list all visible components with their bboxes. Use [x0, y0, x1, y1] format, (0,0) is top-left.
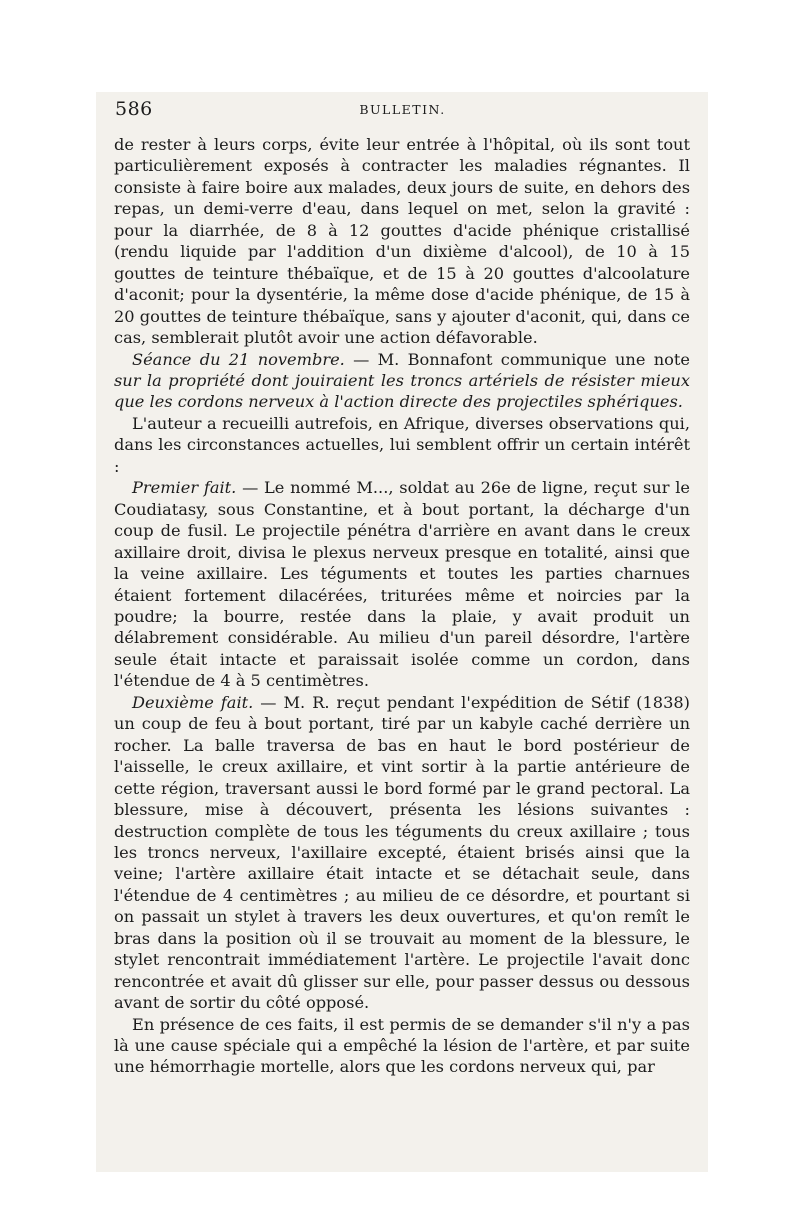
page-number: 586 — [115, 98, 153, 120]
second-case-text: — M. R. reçut pendant l'expédition de Sétif (1838) un coup de feu à bout portant, tiré par un kabyle caché derrière un rocher. La balle traversa de bas en haut le bord postérieur de l'aisselle, le creux axillaire, et vint sortir à la partie antérieure de cette région, traversant aussi le bord formé par le grand pectoral. La blessure, mise à découvert, présenta les lésions suivantes : destruction complète de tous les téguments du creux axillaire ; tous les troncs nerveux, l'axillaire excepté, étaient brisés ainsi que la veine; l'artère axillaire était intacte et se détachait seule, dans l'étendue de 4 centimètres ; au milieu de ce désordre, et pourtant si on passait un stylet à travers les deux ouvertures, et qu'on remît le bras dans la position où il se trouvait au moment de la blessure, le stylet rencontrait immédiatement l'artère. Le projectile l'avait donc rencontrée et avait dû glisser sur elle, pour passer dessus ou dessous avant de sortir du côté opposé. — [114, 692, 690, 1013]
paragraph-2 — [114, 349, 690, 413]
running-title: BULLETIN. — [359, 102, 446, 117]
paragraph-6: En présence de ces faits, il est permis de se demander s'il n'y a pas là une cause spéciale qui a empêché la lésion de l'artère, et par suite une hémorrhagie mortelle, alors que les cordons nerveux qui, par — [114, 1014, 690, 1077]
first-case-text: — Le nommé M..., soldat au 26e de ligne, reçut sur le Coudiatasy, sous Constantine, et à bout portant, la décharge d'un coup de fusil. Le projectile pénétra d'arrière en avant dans le creux axillaire droit, divisa le plexus nerveux presque en totalité, ainsi que la veine axillaire. Les téguments et toutes les parties charnues étaient fortement dilacérées, triturées même et noircies par la poudre; la bourre, restée dans la plaie, y avait produit un délabrement considérable. Au milieu d'un pareil désordre, l'artère seule était intacte et paraissait isolée comme un cordon, dans l'étendue de 4 à 5 centimètres. — [114, 478, 690, 691]
second-case-label: Deuxième fait. — [132, 692, 254, 712]
paragraph-4 — [114, 477, 690, 692]
body-text — [114, 134, 690, 1078]
paragraph-1: de rester à leurs corps, évite leur entrée à l'hôpital, où ils sont tout particulièrement exposés à contracter les maladies régnantes. Il consiste à faire boire aux malades, deux jours de suite, en dehors des repas, un demi-verre d'eau, dans lequel on met, selon la gravité : pour la diarrhée, de 8 à 12 gouttes d'acide phénique cristallisé (rendu liquide par l'addition d'un dixième d'alcool), de 10 à 15 gouttes de teinture thébaïque, et de 15 à 20 gouttes d'alcoolature d'aconit; pour la dysentérie, la même dose d'acide phénique, de 15 à 20 gouttes de teinture thébaïque, sans y ajouter d'aconit, qui, dans ce cas, semblerait plutôt avoir une action défavorable. — [114, 135, 690, 348]
paragraph-3: L'auteur a recueilli autrefois, en Afrique, diverses observations qui, dans les circonstances actuelles, lui semblent offrir un certain intérêt : — [114, 413, 690, 476]
paragraph-5 — [114, 692, 690, 1014]
page-header — [115, 98, 690, 122]
note-title: sur la propriété dont jouiraient les troncs artériels de résister mieux que les cordons nerveux à l'action directe des projectiles sphériques. — [114, 370, 690, 412]
paragraph-2-text: — M. Bonnafont communique une note — [344, 349, 690, 369]
first-case-label: Premier fait. — [132, 478, 237, 498]
session-date: Séance du 21 novembre. — [132, 349, 345, 369]
